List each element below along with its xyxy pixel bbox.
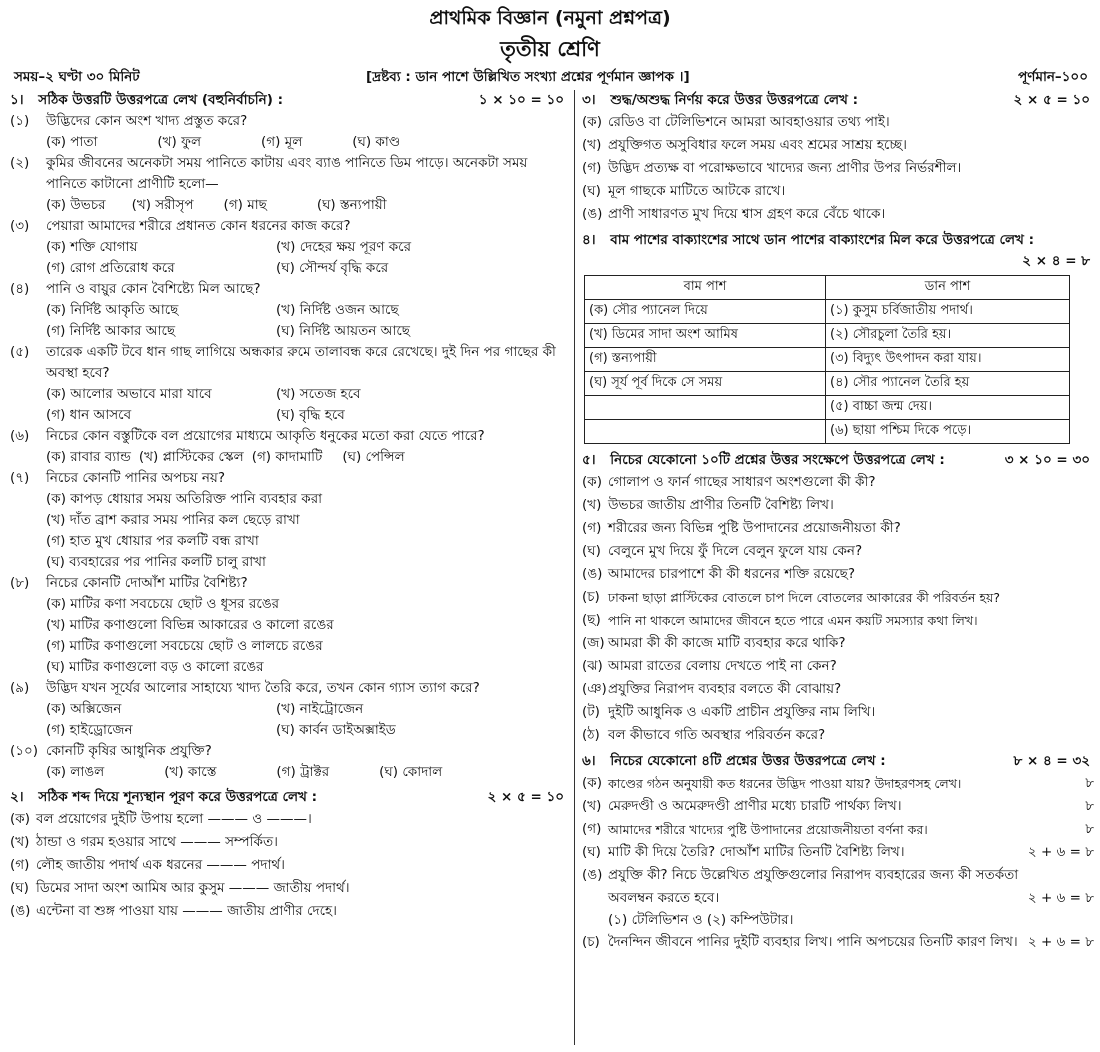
- item-number: (ঘ): [582, 844, 601, 860]
- mcq-question: [10, 153, 568, 195]
- section-2-heading: [10, 787, 568, 808]
- section-marks: ২ × ৪ = ৮: [1022, 253, 1090, 269]
- right-cell: (৫) বাচ্চা জন্ম দেয়।: [826, 396, 1070, 420]
- question-number: (৩): [10, 218, 30, 234]
- broad-question: [582, 931, 1094, 954]
- instruction-note: [দ্রষ্টব্য : ডান পাশে উল্লিখিত সংখ্যা প্রশ্নের পূর্ণমান জ্ঞাপক ।]: [366, 69, 690, 85]
- short-question: [582, 678, 1094, 701]
- item-text: উদ্ভিদ প্রত্যক্ষ বা পরোক্ষভাবে খাদ্যের জন্য প্রাণীর উপর নির্ভরশীল।: [608, 160, 962, 176]
- item-number: (খ): [582, 798, 602, 814]
- item-number: (খ): [10, 834, 30, 850]
- broad-question: [582, 864, 1094, 910]
- item-text: বল কীভাবে গতি অবস্থার পরিবর্তন করে?: [608, 727, 826, 743]
- option: (গ) ট্রাক্টর: [276, 764, 330, 780]
- item-text: ঠান্ডা ও গরম হওয়ার সাথে ——— সম্পর্কিত।: [36, 834, 278, 850]
- item-number: (খ): [582, 497, 602, 513]
- mcq-options: [10, 195, 568, 216]
- table-row: [585, 420, 1070, 444]
- table-row: [585, 396, 1070, 420]
- option: (ঘ) বৃদ্ধি হবে: [276, 407, 345, 423]
- mcq-question: [10, 573, 568, 594]
- mcq-question: [10, 426, 568, 447]
- left-column: [10, 90, 568, 923]
- item-number: (ঘ): [582, 183, 601, 199]
- question-text: কুমির জীবনের অনেকটা সময় পানিতে কাটায় এবং ব্যাঙ পানিতে ডিম পাড়ে। অনেকটা সময় পানিতে কাটানো প্রাণীটি হলো—: [46, 155, 528, 192]
- true-false-item: [582, 203, 1094, 226]
- short-question: [582, 517, 1094, 540]
- option: (গ) হাইড্রোজেন: [46, 722, 133, 738]
- question-number: (৬): [10, 428, 30, 444]
- fill-blank-item: [10, 854, 568, 877]
- item-marks: ৮: [1085, 798, 1094, 814]
- question-text: উদ্ভিদের কোন অংশ খাদ্য প্রস্তুত করে?: [46, 113, 248, 129]
- option: (ক) উভচর: [46, 197, 106, 213]
- item-number: (ক): [582, 114, 602, 130]
- info-bar: [14, 66, 1088, 86]
- question-number: (১০): [10, 743, 39, 759]
- item-number: (ক): [582, 474, 602, 490]
- option: (গ) ধান আসবে: [46, 407, 132, 423]
- item-text: বেলুনে মুখ দিয়ে ফুঁ দিলে বেলুন ফুলে যায় কেন?: [608, 543, 863, 559]
- table-row: [585, 324, 1070, 348]
- option: (খ) সতেজ হবে: [276, 386, 361, 402]
- mcq-question: [10, 342, 568, 384]
- short-question: [582, 471, 1094, 494]
- question-number: (৪): [10, 281, 30, 297]
- mcq-options: [10, 237, 568, 279]
- item-number: (ঙ): [10, 903, 31, 919]
- right-cell: (১) কুসুম চর্বিজাতীয় পদার্থ।: [826, 300, 1070, 324]
- item-text: দৈনন্দিন জীবনে পানির দুইটি ব্যবহার লিখ। পানি অপচয়ের তিনটি কারণ লিখ।: [608, 934, 1018, 950]
- mcq-question: [10, 678, 568, 699]
- question-text: নিচের কোনটি দোআঁশ মাটির বৈশিষ্ট্য?: [46, 575, 248, 591]
- question-text: তারেক একটি টবে ধান গাছ লাগিয়ে অন্ধকার রুমে তালাবন্ধ করে রেখেছে। দুই দিন পর গাছের কী অবস্থা হবে?: [46, 344, 556, 381]
- item-text: প্রযুক্তি কী? নিচে উল্লেখিত প্রযুক্তিগুলোর নিরাপদ ব্যবহারের জন্য কী সতর্কতা অবলম্বন করতে হবে।: [608, 867, 1019, 906]
- mcq-options: [10, 762, 568, 783]
- option: (গ) রোগ প্রতিরোধ করে: [46, 260, 175, 276]
- item-marks: ২ + ৬ = ৮: [1027, 934, 1094, 950]
- option: (গ) নির্দিষ্ট আকার আছে: [46, 323, 176, 339]
- item-text: ডিমের সাদা অংশ আমিষ আর কুসুম ——— জাতীয় পদার্থ।: [36, 880, 350, 896]
- right-cell: (৬) ছায়া পশ্চিম দিকে পড়ে।: [826, 420, 1070, 444]
- option: (গ) হাত মুখ ধোয়ার পর কলটি বন্ধ রাখা: [46, 533, 259, 549]
- mcq-question: [10, 279, 568, 300]
- item-text: বল প্রয়োগের দুইটি উপায় হলো ——— ও ———।: [36, 811, 312, 827]
- right-cell: (৩) বিদ্যুৎ উৎপাদন করা যায়।: [826, 348, 1070, 372]
- section-number: ৬।: [582, 753, 596, 769]
- short-question: [582, 655, 1094, 678]
- left-cell: (গ) স্তন্যপায়ী: [585, 348, 826, 372]
- item-number: (ঠ): [582, 727, 600, 743]
- item-text: মাটি কী দিয়ে তৈরি? দোআঁশ মাটির তিনটি বৈশিষ্ট্য লিখ।: [608, 844, 905, 860]
- short-question: [582, 494, 1094, 517]
- section-marks: ৩ × ১০ = ৩০: [1004, 452, 1090, 468]
- item-text: এন্টেনা বা শুঙ্গ পাওয়া যায় ——— জাতীয় প্রাণীর দেহে।: [36, 903, 337, 919]
- item-text: উভচর জাতীয় প্রাণীর তিনটি বৈশিষ্ট্য লিখ।: [608, 497, 834, 513]
- item-text: ঢাকনা ছাড়া প্লাস্টিকের বোতলে চাপ দিলে বোতলের আকারের কী পরিবর্তন হয়?: [608, 590, 1001, 605]
- left-cell: (ঘ) সূর্য পূর্ব দিকে সে সময়: [585, 372, 826, 396]
- class-title: তৃতীয় শ্রেণি: [500, 37, 600, 61]
- question-number: (২): [10, 155, 30, 171]
- option: (খ) কাস্তে: [164, 764, 217, 780]
- section-title: নিচের যেকোনো ১০টি প্রশ্নের উত্তর সংক্ষেপে উত্তরপত্রে লেখ :: [610, 452, 945, 468]
- item-text: দুইটি আধুনিক ও একটি প্রাচীন প্রযুক্তির নাম লিখি।: [608, 704, 876, 720]
- item-number: (ঞ): [582, 681, 607, 697]
- item-number: (ঝ): [582, 658, 603, 674]
- option: (খ) দাঁত ব্রাশ করার সময় পানির কল ছেড়ে রাখা: [46, 512, 300, 528]
- item-number: (ক): [10, 811, 30, 827]
- true-false-item: [582, 180, 1094, 203]
- short-question: [582, 609, 1094, 632]
- option: (ঘ) পেন্সিল: [342, 449, 405, 465]
- section-number: ১।: [10, 92, 24, 108]
- option: (ক) লাঙল: [46, 764, 105, 780]
- right-cell: (৪) সৌর প্যানেল তৈরি হয়: [826, 372, 1070, 396]
- fill-blank-item: [10, 877, 568, 900]
- right-column: [582, 90, 1094, 954]
- section-marks: ২ × ৫ = ১০: [1013, 92, 1090, 108]
- item-number: (ঙ): [582, 206, 603, 222]
- question-number: (৫): [10, 344, 30, 360]
- question-number: (৮): [10, 575, 30, 591]
- question-text: নিচের কোনটি পানির অপচয় নয়?: [46, 470, 226, 486]
- broad-question: [582, 795, 1094, 818]
- option: (গ) মাটির কণাগুলো সবচেয়ে ছোট ও লালচে রঙের: [46, 638, 323, 654]
- option: (ঘ) ব্যবহারের পর পানির কলটি চালু রাখা: [46, 554, 266, 570]
- option: (গ) মূল: [261, 134, 303, 150]
- question-number: (৭): [10, 470, 30, 486]
- short-question: [582, 540, 1094, 563]
- table-row: [585, 300, 1070, 324]
- table-row: [585, 372, 1070, 396]
- broad-question: [582, 818, 1094, 841]
- mcq-options: [10, 489, 568, 573]
- option: (খ) মাটির কণাগুলো বিভিন্ন আকারের ও কালো রঙের: [46, 617, 334, 633]
- item-number: (গ): [582, 160, 602, 176]
- section-number: ৪।: [582, 232, 596, 248]
- option: (খ) নির্দিষ্ট ওজন আছে: [276, 302, 399, 318]
- item-number: (ঙ): [582, 566, 603, 582]
- item-text: প্রযুক্তির নিরাপদ ব্যবহার বলতে কী বোঝায়?: [608, 681, 842, 697]
- option: (ঘ) নির্দিষ্ট আয়তন আছে: [276, 323, 410, 339]
- column-divider: [574, 90, 575, 1045]
- left-column-header: বাম পাশ: [585, 276, 826, 300]
- item-number: (ক): [582, 775, 602, 791]
- section-4-heading: [582, 230, 1094, 272]
- short-question: [582, 632, 1094, 655]
- option: (ক) মাটির কণা সবচেয়ে ছোট ও ধূসর রঙের: [46, 596, 280, 612]
- paper-title: প্রাথমিক বিজ্ঞান (নমুনা প্রশ্নপত্র): [429, 7, 671, 29]
- section-title: সঠিক উত্তরটি উত্তরপত্রে লেখ (বহুনির্বাচনি) :: [38, 92, 283, 108]
- option: (খ) সরীসৃপ: [131, 197, 194, 213]
- option: (খ) ফুল: [157, 134, 202, 150]
- short-question: [582, 701, 1094, 724]
- item-text: আমাদের শরীরে খাদ্যের পুষ্টি উপাদানের প্রয়োজনীয়তা বর্ণনা কর।: [608, 822, 928, 837]
- item-marks: ৮: [1085, 775, 1094, 791]
- fill-blank-item: [10, 831, 568, 854]
- true-false-item: [582, 157, 1094, 180]
- section-marks: ২ × ৫ = ১০: [487, 789, 564, 805]
- short-question: [582, 563, 1094, 586]
- item-text: লৌহ জাতীয় পদার্থ এক ধরনের ——— পদার্থ।: [36, 857, 285, 873]
- left-cell: [585, 420, 826, 444]
- item-text: আমাদের চারপাশে কী কী ধরনের শক্তি রয়েছে?: [608, 566, 856, 582]
- section-title: বাম পাশের বাক্যাংশের সাথে ডান পাশের বাক্যাংশের মিল করে উত্তরপত্রে লেখ :: [610, 232, 1034, 248]
- option: (ক) শক্তি যোগায়: [46, 239, 138, 255]
- short-question: [582, 724, 1094, 747]
- section-title: শুদ্ধ/অশুদ্ধ নির্ণয় করে উত্তর উত্তরপত্রে লেখ :: [610, 92, 859, 108]
- item-number: (গ): [10, 857, 30, 873]
- option: (ঘ) কার্বন ডাইঅক্সাইড: [276, 722, 396, 738]
- section-marks: ৮ × ৪ = ৩২: [1013, 753, 1090, 769]
- section-number: ৩।: [582, 92, 596, 108]
- question-text: পেয়ারা আমাদের শরীরে প্রধানত কোন ধরনের কাজ করে?: [46, 218, 351, 234]
- broad-question: [582, 841, 1094, 864]
- section-6-heading: [582, 751, 1094, 772]
- item-number: (ঘ): [10, 880, 29, 896]
- option: (ঘ) স্তন্যপায়ী: [316, 197, 387, 213]
- question-number: (১): [10, 113, 30, 129]
- mcq-options: [10, 132, 568, 153]
- option: (ক) পাতা: [46, 134, 98, 150]
- item-text: প্রাণী সাধারণত মুখ দিয়ে শ্বাস গ্রহণ করে বেঁচে থাকে।: [608, 206, 886, 222]
- question-text: নিচের কোন বস্তুটিকে বল প্রয়োগের মাধ্যমে আকৃতি ধনুকের মতো করা যেতে পারে?: [46, 428, 485, 444]
- question-text: উদ্ভিদ যখন সূর্যের আলোর সাহায্যে খাদ্য তৈরি করে, তখন কোন গ্যাস ত্যাগ করে?: [46, 680, 480, 696]
- sub-item: (১) টেলিভিশন ও (২) কম্পিউটার।: [608, 912, 794, 928]
- time-label: সময়–২ ঘণ্টা ৩০ মিনিট: [14, 69, 140, 85]
- section-3-heading: [582, 90, 1094, 111]
- short-question: [582, 586, 1094, 609]
- item-number: (খ): [582, 137, 602, 153]
- mcq-question: [10, 216, 568, 237]
- question-text: কোনটি কৃষির আধুনিক প্রযুক্তি?: [46, 743, 212, 759]
- question-text: পানি ও বায়ুর কোন বৈশিষ্ট্যে মিল আছে?: [46, 281, 261, 297]
- option: (ক) আলোর অভাবে মারা যাবে: [46, 386, 212, 402]
- item-number: (চ): [582, 934, 600, 950]
- section-number: ৫।: [582, 452, 596, 468]
- item-number: (ঘ): [582, 543, 601, 559]
- item-number: (গ): [582, 520, 602, 536]
- section-4-title-line: [582, 230, 1094, 251]
- option: (ক) অক্সিজেন: [46, 701, 122, 717]
- right-column-header: ডান পাশ: [826, 276, 1070, 300]
- full-marks: পূর্ণমান–১০০: [1018, 69, 1088, 85]
- true-false-item: [582, 134, 1094, 157]
- mcq-options: [10, 384, 568, 426]
- item-number: (গ): [582, 821, 602, 837]
- item-number: (ঙ): [582, 867, 603, 883]
- section-title: সঠিক শব্দ দিয়ে শূন্যস্থান পূরণ করে উত্তরপত্রে লেখ :: [38, 789, 317, 805]
- item-number: (ট): [582, 704, 600, 720]
- fill-blank-item: [10, 808, 568, 831]
- item-text: পানি না থাকলে আমাদের জীবনে হতে পারে এমন কয়টি সমস্যার কথা লিখ।: [608, 613, 978, 628]
- mcq-question: [10, 741, 568, 762]
- option: (খ) নাইট্রোজেন: [276, 701, 364, 717]
- table-row: [585, 348, 1070, 372]
- option: (গ) মাছ: [223, 197, 267, 213]
- section-number: ২।: [10, 789, 24, 805]
- left-cell: (খ) ডিমের সাদা অংশ আমিষ: [585, 324, 826, 348]
- option: (ঘ) কোদাল: [379, 764, 443, 780]
- left-cell: [585, 396, 826, 420]
- section-5-heading: [582, 450, 1094, 471]
- option: (ঘ) মাটির কণাগুলো বড় ও কালো রঙের: [46, 659, 264, 675]
- mcq-options: [10, 699, 568, 741]
- option: (খ) দেহের ক্ষয় পূরণ করে: [276, 239, 412, 255]
- item-text: শরীরের জন্য বিভিন্ন পুষ্টি উপাদানের প্রয়োজনীয়তা কী?: [608, 520, 901, 536]
- question-number: (৯): [10, 680, 30, 696]
- section-marks: ১ × ১০ = ১০: [478, 92, 564, 108]
- item-text: মূল গাছকে মাটিতে আটকে রাখে।: [608, 183, 786, 199]
- item-number: (জ): [582, 635, 605, 651]
- broad-question: [582, 772, 1094, 795]
- table-header-row: [585, 276, 1070, 300]
- mcq-question: [10, 111, 568, 132]
- left-cell: (ক) সৌর প্যানেল দিয়ে: [585, 300, 826, 324]
- item-marks: ২ + ৬ = ৮: [1027, 890, 1094, 906]
- item-text: কাণ্ডের গঠন অনুযায়ী কত ধরনের উদ্ভিদ পাওয়া যায়? উদাহরণসহ লেখ।: [608, 776, 962, 791]
- mcq-options: [10, 447, 568, 468]
- item-marks: ৮: [1085, 821, 1094, 837]
- matching-table: [584, 275, 1070, 444]
- section-title: নিচের যেকোনো ৪টি প্রশ্নের উত্তর উত্তরপত্রে লেখ :: [610, 753, 886, 769]
- right-cell: (২) সৌরচুলা তৈরি হয়।: [826, 324, 1070, 348]
- item-text: আমরা রাতের বেলায় দেখতে পাই না কেন?: [608, 658, 837, 674]
- option: (ঘ) কাণ্ড: [352, 134, 401, 150]
- option: (ক) নির্দিষ্ট আকৃতি আছে: [46, 302, 179, 318]
- item-text: রেডিও বা টেলিভিশনে আমরা আবহাওয়ার তথ্য পাই।: [608, 114, 890, 130]
- item-marks: ২ + ৬ = ৮: [1027, 844, 1094, 860]
- section-1-heading: [10, 90, 568, 111]
- mcq-options: [10, 300, 568, 342]
- option: (ক) কাপড় ধোয়ার সময় অতিরিক্ত পানি ব্যবহার করা: [46, 491, 323, 507]
- item-text: আমরা কী কী কাজে মাটি ব্যবহার করে থাকি?: [608, 635, 846, 651]
- true-false-item: [582, 111, 1094, 134]
- option: (খ) প্লাস্টিকের স্কেল: [138, 449, 244, 465]
- option: (ঘ) সৌন্দর্য বৃদ্ধি করে: [276, 260, 389, 276]
- mcq-question: [10, 468, 568, 489]
- mcq-options: [10, 594, 568, 678]
- item-text: প্রযুক্তিগত অসুবিধার ফলে সময় এবং শ্রমের সাশ্রয় হচ্ছে।: [608, 137, 907, 153]
- item-text: গোলাপ ও ফার্ন গাছের সাধারণ অংশগুলো কী কী?: [608, 474, 876, 490]
- option: (ক) রাবার ব্যান্ড: [46, 449, 131, 465]
- option: (গ) কাদামাটি: [251, 449, 323, 465]
- item-number: (ছ): [582, 612, 601, 628]
- item-text: মেরুদণ্ডী ও অমেরুদণ্ডী প্রাণীর মধ্যে চারটি পার্থক্য লিখ।: [608, 798, 902, 814]
- fill-blank-item: [10, 900, 568, 923]
- item-number: (চ): [582, 589, 600, 605]
